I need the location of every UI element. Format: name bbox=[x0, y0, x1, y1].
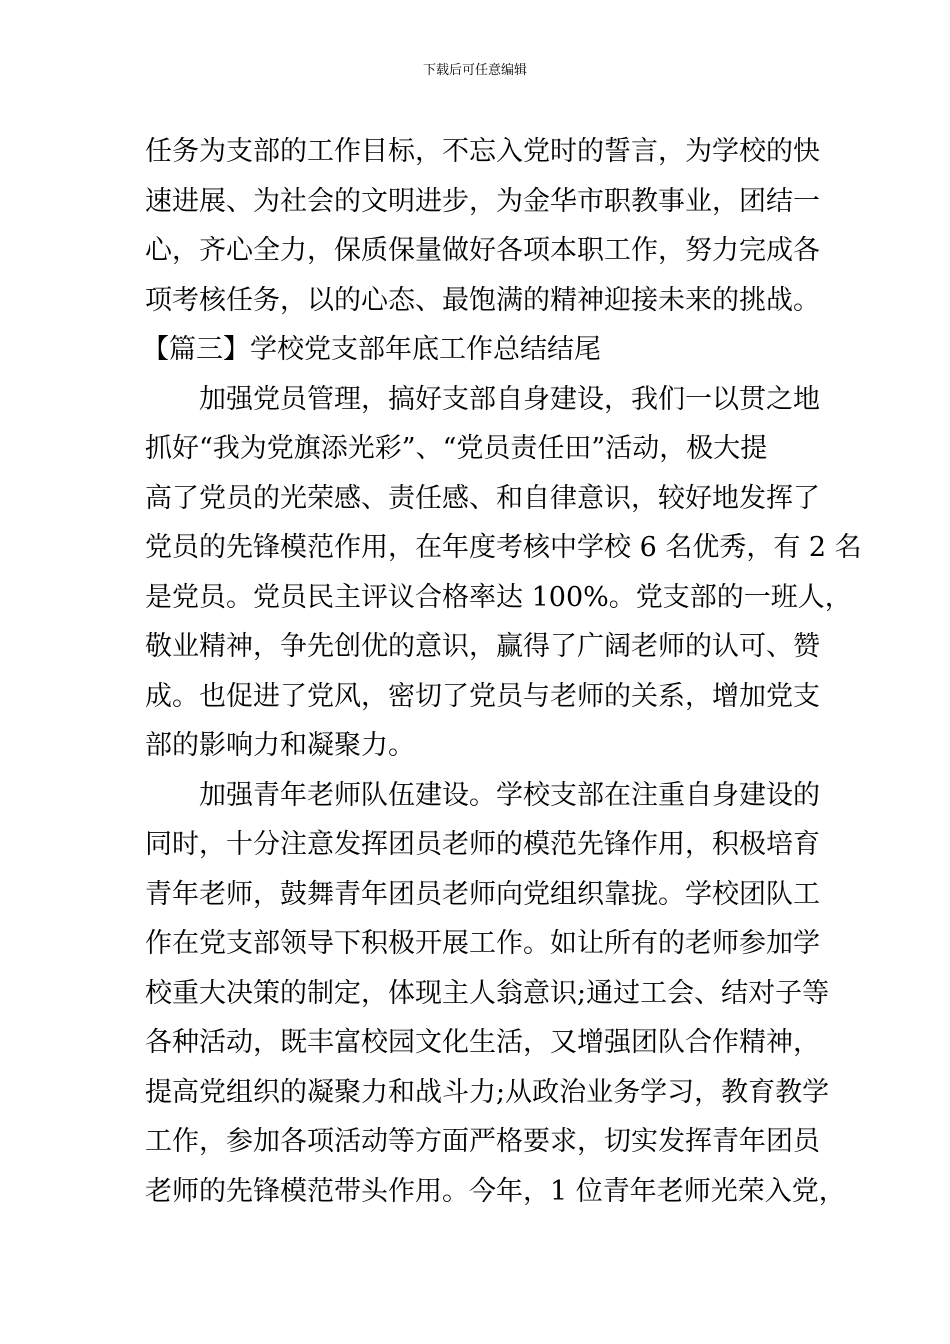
text-line: 青年老师，鼓舞青年团员老师向党组织靠拢。学校团队工 bbox=[145, 878, 820, 910]
document-body bbox=[142, 127, 862, 1216]
text-line: 任务为支部的工作目标，不忘入党时的誓言，为学校的快 bbox=[145, 136, 820, 167]
text-line: 各种活动，既丰富校园文化生活，又增强团队合作精神， bbox=[145, 1027, 820, 1058]
paragraph-first-line: 加强青年老师队伍建设。学校支部在注重自身建设的 bbox=[199, 779, 820, 811]
text-line: 同时，十分注意发挥团员老师的模范先锋作用，积极培育 bbox=[145, 829, 820, 860]
text-line: 是党员。党员民主评议合格率达 100%。党支部的一班人， bbox=[145, 581, 852, 613]
text-line: 敬业精神，争先创优的意识，赢得了广阔老师的认可、赞 bbox=[145, 631, 820, 662]
text-line: 党员的先锋模范作用，在年度考核中学校 6 名优秀，有 2 名 bbox=[145, 532, 862, 563]
section-heading: 【篇三】学校党支部年底工作总结结尾 bbox=[142, 334, 601, 365]
text-line: 作在党支部领导下积极开展工作。如让所有的老师参加学 bbox=[145, 928, 820, 959]
text-line: 成。也促进了党风，密切了党员与老师的关系，增加党支 bbox=[145, 680, 820, 712]
text-line: 提高党组织的凝聚力和战斗力;从政治业务学习，教育教学 bbox=[145, 1076, 830, 1108]
page-header-note: 下载后可任意编辑 bbox=[422, 63, 527, 78]
text-line: 部的影响力和凝聚力。 bbox=[145, 730, 415, 761]
text-line: 速进展、为社会的文明进步，为金华市职教事业，团结一 bbox=[145, 185, 820, 217]
text-line: 抓好“我为党旗添光彩”、“党员责任田”活动，极大提 bbox=[145, 433, 768, 464]
text-line: 高了党员的光荣感、责任感、和自律意识，较好地发挥了 bbox=[145, 482, 820, 514]
text-line: 心，齐心全力，保质保量做好各项本职工作，努力完成各 bbox=[145, 235, 820, 266]
text-line: 老师的先锋模范带头作用。今年，1 位青年老师光荣入党， bbox=[145, 1175, 846, 1207]
text-line: 校重大决策的制定，体现主人翁意识;通过工会、结对子等 bbox=[145, 977, 830, 1009]
text-line: 工作，参加各项活动等方面严格要求，切实发挥青年团员 bbox=[145, 1126, 820, 1157]
text-line: 项考核任务，以的心态、最饱满的精神迎接未来的挑战。 bbox=[145, 284, 820, 316]
paragraph-first-line: 加强党员管理，搞好支部自身建设，我们一以贯之地 bbox=[199, 383, 820, 415]
